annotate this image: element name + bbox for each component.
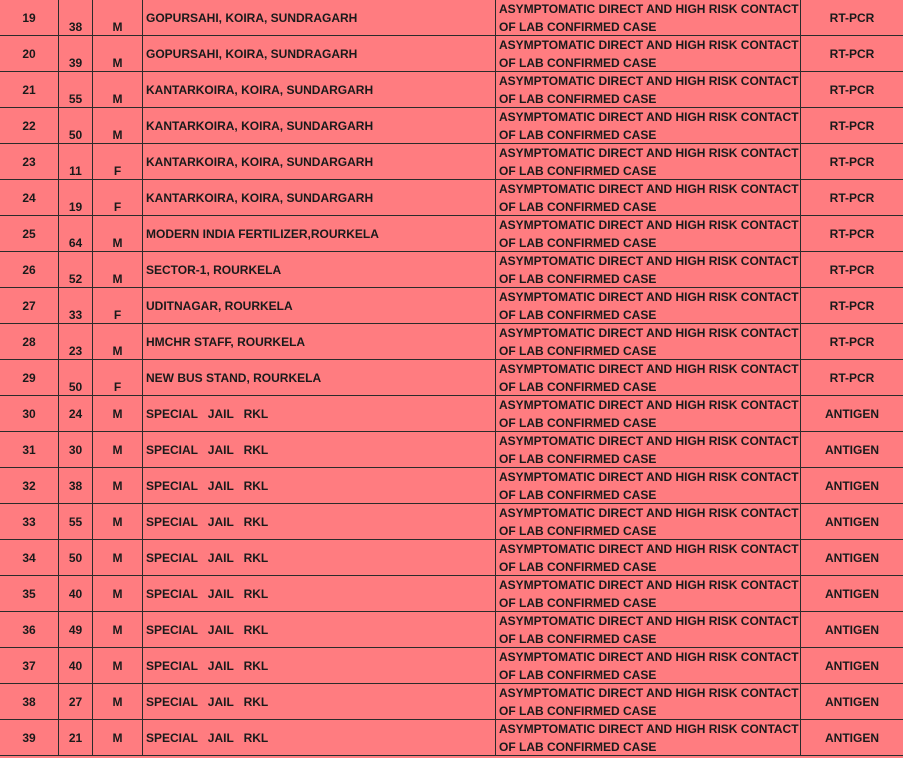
category-line-2: OF LAB CONFIRMED CASE (499, 596, 657, 610)
category-line-2: OF LAB CONFIRMED CASE (499, 20, 657, 34)
category-cell[interactable] (496, 252, 801, 287)
sex-cell[interactable]: M (93, 684, 143, 719)
address-cell[interactable]: NEW BUS STAND, ROURKELA (143, 360, 496, 395)
test-type-cell[interactable]: ANTIGEN (825, 586, 879, 601)
serial-number-cell[interactable]: 19 (0, 0, 59, 35)
serial-number-cell[interactable]: 26 (0, 252, 59, 287)
category-line-2: OF LAB CONFIRMED CASE (499, 632, 657, 646)
sex-cell[interactable]: M (93, 216, 143, 251)
sex-cell[interactable]: M (93, 324, 143, 359)
age-cell[interactable]: 27 (59, 684, 93, 719)
category-line-2: OF LAB CONFIRMED CASE (499, 488, 657, 502)
serial-number-cell[interactable]: 22 (0, 108, 59, 143)
age-cell[interactable]: 21 (59, 720, 93, 755)
address-cell[interactable]: GOPURSAHI, KOIRA, SUNDRAGARH (143, 0, 496, 35)
category-line-1: ASYMPTOMATIC DIRECT AND HIGH RISK CONTACT (499, 362, 799, 376)
category-cell[interactable] (496, 180, 801, 215)
category-line-1: ASYMPTOMATIC DIRECT AND HIGH RISK CONTACT (499, 254, 799, 268)
category-line-2: OF LAB CONFIRMED CASE (499, 452, 657, 466)
address-cell[interactable]: KANTARKOIRA, KOIRA, SUNDARGARH (143, 72, 496, 107)
address-cell[interactable]: SPECIAL JAIL RKL (143, 504, 496, 539)
sex-cell[interactable]: M (93, 72, 143, 107)
category-cell[interactable] (496, 396, 801, 431)
table-row (0, 648, 903, 684)
table-row (0, 36, 903, 72)
category-line-1: ASYMPTOMATIC DIRECT AND HIGH RISK CONTACT (499, 578, 799, 592)
category-line-1: ASYMPTOMATIC DIRECT AND HIGH RISK CONTACT (499, 506, 799, 520)
category-cell[interactable] (496, 432, 801, 467)
test-type-cell[interactable]: RT-PCR (829, 82, 875, 97)
category-line-1: ASYMPTOMATIC DIRECT AND HIGH RISK CONTACT (499, 38, 799, 52)
category-cell[interactable] (496, 324, 801, 359)
test-type-cell[interactable]: RT-PCR (829, 334, 875, 349)
sex-cell[interactable]: F (93, 360, 143, 395)
table-row (0, 288, 903, 324)
table-row (0, 216, 903, 252)
table-row (0, 720, 903, 756)
category-line-1: ASYMPTOMATIC DIRECT AND HIGH RISK CONTACT (499, 182, 799, 196)
sex-cell[interactable]: M (93, 504, 143, 539)
category-line-1: ASYMPTOMATIC DIRECT AND HIGH RISK CONTACT (499, 146, 799, 160)
serial-number-cell[interactable]: 28 (0, 324, 59, 359)
sex-cell[interactable]: F (93, 144, 143, 179)
address-cell[interactable]: SPECIAL JAIL RKL (143, 576, 496, 611)
test-type-cell[interactable]: ANTIGEN (825, 658, 879, 673)
test-type-cell[interactable]: RT-PCR (829, 154, 875, 169)
test-type-cell[interactable]: RT-PCR (829, 226, 875, 241)
address-cell[interactable]: HMCHR STAFF, ROURKELA (143, 324, 496, 359)
test-type-cell[interactable]: ANTIGEN (825, 514, 879, 529)
table-row (0, 468, 903, 504)
sex-cell[interactable]: M (93, 108, 143, 143)
address-cell[interactable]: UDITNAGAR, ROURKELA (143, 288, 496, 323)
category-cell[interactable] (496, 576, 801, 611)
category-line-1: ASYMPTOMATIC DIRECT AND HIGH RISK CONTACT (499, 2, 799, 16)
address-cell[interactable]: KANTARKOIRA, KOIRA, SUNDARGARH (143, 108, 496, 143)
category-line-1: ASYMPTOMATIC DIRECT AND HIGH RISK CONTACT (499, 398, 799, 412)
serial-number-cell[interactable]: 29 (0, 360, 59, 395)
test-type-cell[interactable]: RT-PCR (829, 10, 875, 25)
address-cell[interactable]: SPECIAL JAIL RKL (143, 648, 496, 683)
table-row (0, 432, 903, 468)
address-cell[interactable]: SPECIAL JAIL RKL (143, 432, 496, 467)
category-line-2: OF LAB CONFIRMED CASE (499, 200, 657, 214)
sex-cell[interactable]: M (93, 396, 143, 431)
age-cell[interactable]: 39 (59, 36, 93, 71)
address-cell[interactable]: KANTARKOIRA, KOIRA, SUNDARGARH (143, 180, 496, 215)
category-line-1: ASYMPTOMATIC DIRECT AND HIGH RISK CONTACT (499, 614, 799, 628)
category-line-2: OF LAB CONFIRMED CASE (499, 380, 657, 394)
test-type-cell[interactable]: ANTIGEN (825, 622, 879, 637)
test-type-cell[interactable]: ANTIGEN (825, 478, 879, 493)
category-line-2: OF LAB CONFIRMED CASE (499, 524, 657, 538)
age-cell[interactable]: 55 (59, 72, 93, 107)
category-cell[interactable] (496, 216, 801, 251)
table-row (0, 108, 903, 144)
serial-number-cell[interactable]: 37 (0, 648, 59, 683)
category-line-1: ASYMPTOMATIC DIRECT AND HIGH RISK CONTACT (499, 470, 799, 484)
age-cell[interactable]: 50 (59, 360, 93, 395)
age-cell[interactable]: 11 (59, 144, 93, 179)
category-line-2: OF LAB CONFIRMED CASE (499, 56, 657, 70)
category-cell[interactable] (496, 648, 801, 683)
test-type-cell[interactable]: ANTIGEN (825, 550, 879, 565)
category-cell[interactable] (496, 108, 801, 143)
serial-number-cell[interactable]: 32 (0, 468, 59, 503)
age-cell[interactable]: 19 (59, 180, 93, 215)
age-cell[interactable]: 64 (59, 216, 93, 251)
test-type-cell[interactable]: RT-PCR (829, 46, 875, 61)
category-line-2: OF LAB CONFIRMED CASE (499, 344, 657, 358)
category-line-2: OF LAB CONFIRMED CASE (499, 416, 657, 430)
age-cell[interactable]: 38 (59, 0, 93, 35)
serial-number-cell[interactable]: 25 (0, 216, 59, 251)
age-cell[interactable]: 52 (59, 252, 93, 287)
age-cell[interactable]: 55 (59, 504, 93, 539)
table-row (0, 324, 903, 360)
serial-number-cell[interactable]: 38 (0, 684, 59, 719)
category-line-2: OF LAB CONFIRMED CASE (499, 668, 657, 682)
category-line-1: ASYMPTOMATIC DIRECT AND HIGH RISK CONTACT (499, 722, 799, 736)
age-cell[interactable]: 33 (59, 288, 93, 323)
age-cell[interactable]: 40 (59, 648, 93, 683)
serial-number-cell[interactable]: 34 (0, 540, 59, 575)
category-line-1: ASYMPTOMATIC DIRECT AND HIGH RISK CONTACT (499, 650, 799, 664)
test-type-cell[interactable]: RT-PCR (829, 118, 875, 133)
category-cell[interactable] (496, 288, 801, 323)
category-line-1: ASYMPTOMATIC DIRECT AND HIGH RISK CONTACT (499, 542, 799, 556)
age-cell[interactable]: 50 (59, 540, 93, 575)
test-type-cell[interactable]: RT-PCR (829, 370, 875, 385)
category-cell[interactable] (496, 504, 801, 539)
test-type-cell[interactable]: ANTIGEN (825, 694, 879, 709)
address-cell[interactable]: GOPURSAHI, KOIRA, SUNDRAGARH (143, 36, 496, 71)
serial-number-cell[interactable]: 39 (0, 720, 59, 755)
category-cell[interactable] (496, 360, 801, 395)
sex-cell[interactable]: M (93, 0, 143, 35)
sex-cell[interactable]: M (93, 612, 143, 647)
table-row (0, 684, 903, 720)
table-row (0, 180, 903, 216)
category-line-2: OF LAB CONFIRMED CASE (499, 704, 657, 718)
category-line-2: OF LAB CONFIRMED CASE (499, 236, 657, 250)
category-cell[interactable] (496, 540, 801, 575)
sex-cell[interactable]: M (93, 648, 143, 683)
table-row (0, 504, 903, 540)
test-type-cell[interactable]: RT-PCR (829, 190, 875, 205)
address-cell[interactable]: SPECIAL JAIL RKL (143, 720, 496, 755)
age-cell[interactable]: 24 (59, 396, 93, 431)
test-type-cell[interactable]: RT-PCR (829, 298, 875, 313)
category-cell[interactable] (496, 72, 801, 107)
category-line-2: OF LAB CONFIRMED CASE (499, 92, 657, 106)
table-row (0, 0, 903, 36)
category-cell[interactable] (496, 684, 801, 719)
category-line-2: OF LAB CONFIRMED CASE (499, 308, 657, 322)
category-line-2: OF LAB CONFIRMED CASE (499, 740, 657, 754)
sex-cell[interactable]: M (93, 468, 143, 503)
category-line-1: ASYMPTOMATIC DIRECT AND HIGH RISK CONTACT (499, 218, 799, 232)
address-cell[interactable]: SPECIAL JAIL RKL (143, 468, 496, 503)
sex-cell[interactable]: M (93, 432, 143, 467)
table-row (0, 360, 903, 396)
table-row (0, 540, 903, 576)
serial-number-cell[interactable]: 23 (0, 144, 59, 179)
age-cell[interactable]: 50 (59, 108, 93, 143)
category-line-2: OF LAB CONFIRMED CASE (499, 272, 657, 286)
address-cell[interactable]: SPECIAL JAIL RKL (143, 612, 496, 647)
address-cell[interactable]: SPECIAL JAIL RKL (143, 684, 496, 719)
serial-number-cell[interactable]: 20 (0, 36, 59, 71)
address-cell[interactable]: SPECIAL JAIL RKL (143, 540, 496, 575)
serial-number-cell[interactable]: 35 (0, 576, 59, 611)
category-cell[interactable] (496, 720, 801, 755)
serial-number-cell[interactable]: 31 (0, 432, 59, 467)
category-cell[interactable] (496, 144, 801, 179)
sex-cell[interactable]: M (93, 720, 143, 755)
serial-number-cell[interactable]: 27 (0, 288, 59, 323)
category-cell[interactable] (496, 36, 801, 71)
serial-number-cell[interactable]: 36 (0, 612, 59, 647)
age-cell[interactable]: 49 (59, 612, 93, 647)
address-cell[interactable]: MODERN INDIA FERTILIZER,ROURKELA (143, 216, 496, 251)
category-line-1: ASYMPTOMATIC DIRECT AND HIGH RISK CONTACT (499, 74, 799, 88)
table-row (0, 396, 903, 432)
test-type-cell[interactable]: ANTIGEN (825, 730, 879, 745)
category-line-2: OF LAB CONFIRMED CASE (499, 560, 657, 574)
sex-cell[interactable]: M (93, 540, 143, 575)
serial-number-cell[interactable]: 33 (0, 504, 59, 539)
age-cell[interactable]: 40 (59, 576, 93, 611)
category-line-1: ASYMPTOMATIC DIRECT AND HIGH RISK CONTACT (499, 110, 799, 124)
address-cell[interactable]: SECTOR-1, ROURKELA (143, 252, 496, 287)
age-cell[interactable]: 38 (59, 468, 93, 503)
category-line-1: ASYMPTOMATIC DIRECT AND HIGH RISK CONTACT (499, 326, 799, 340)
address-cell[interactable]: SPECIAL JAIL RKL (143, 396, 496, 431)
category-line-1: ASYMPTOMATIC DIRECT AND HIGH RISK CONTACT (499, 686, 799, 700)
sex-cell[interactable]: M (93, 36, 143, 71)
category-line-1: ASYMPTOMATIC DIRECT AND HIGH RISK CONTACT (499, 434, 799, 448)
sex-cell[interactable]: M (93, 576, 143, 611)
address-cell[interactable]: KANTARKOIRA, KOIRA, SUNDARGARH (143, 144, 496, 179)
sex-cell[interactable]: M (93, 252, 143, 287)
table-row (0, 144, 903, 180)
table-row (0, 612, 903, 648)
category-line-2: OF LAB CONFIRMED CASE (499, 128, 657, 142)
test-type-cell[interactable]: ANTIGEN (825, 406, 879, 421)
table-row (0, 72, 903, 108)
table-row (0, 252, 903, 288)
table-row (0, 576, 903, 612)
category-cell[interactable] (496, 0, 801, 35)
test-type-cell[interactable]: RT-PCR (829, 262, 875, 277)
serial-number-cell[interactable]: 21 (0, 72, 59, 107)
age-cell[interactable]: 23 (59, 324, 93, 359)
category-cell[interactable] (496, 468, 801, 503)
test-type-cell[interactable]: ANTIGEN (825, 442, 879, 457)
serial-number-cell[interactable]: 24 (0, 180, 59, 215)
category-cell[interactable] (496, 612, 801, 647)
category-line-1: ASYMPTOMATIC DIRECT AND HIGH RISK CONTACT (499, 290, 799, 304)
serial-number-cell[interactable]: 30 (0, 396, 59, 431)
sex-cell[interactable]: F (93, 180, 143, 215)
sex-cell[interactable]: F (93, 288, 143, 323)
age-cell[interactable]: 30 (59, 432, 93, 467)
category-line-2: OF LAB CONFIRMED CASE (499, 164, 657, 178)
